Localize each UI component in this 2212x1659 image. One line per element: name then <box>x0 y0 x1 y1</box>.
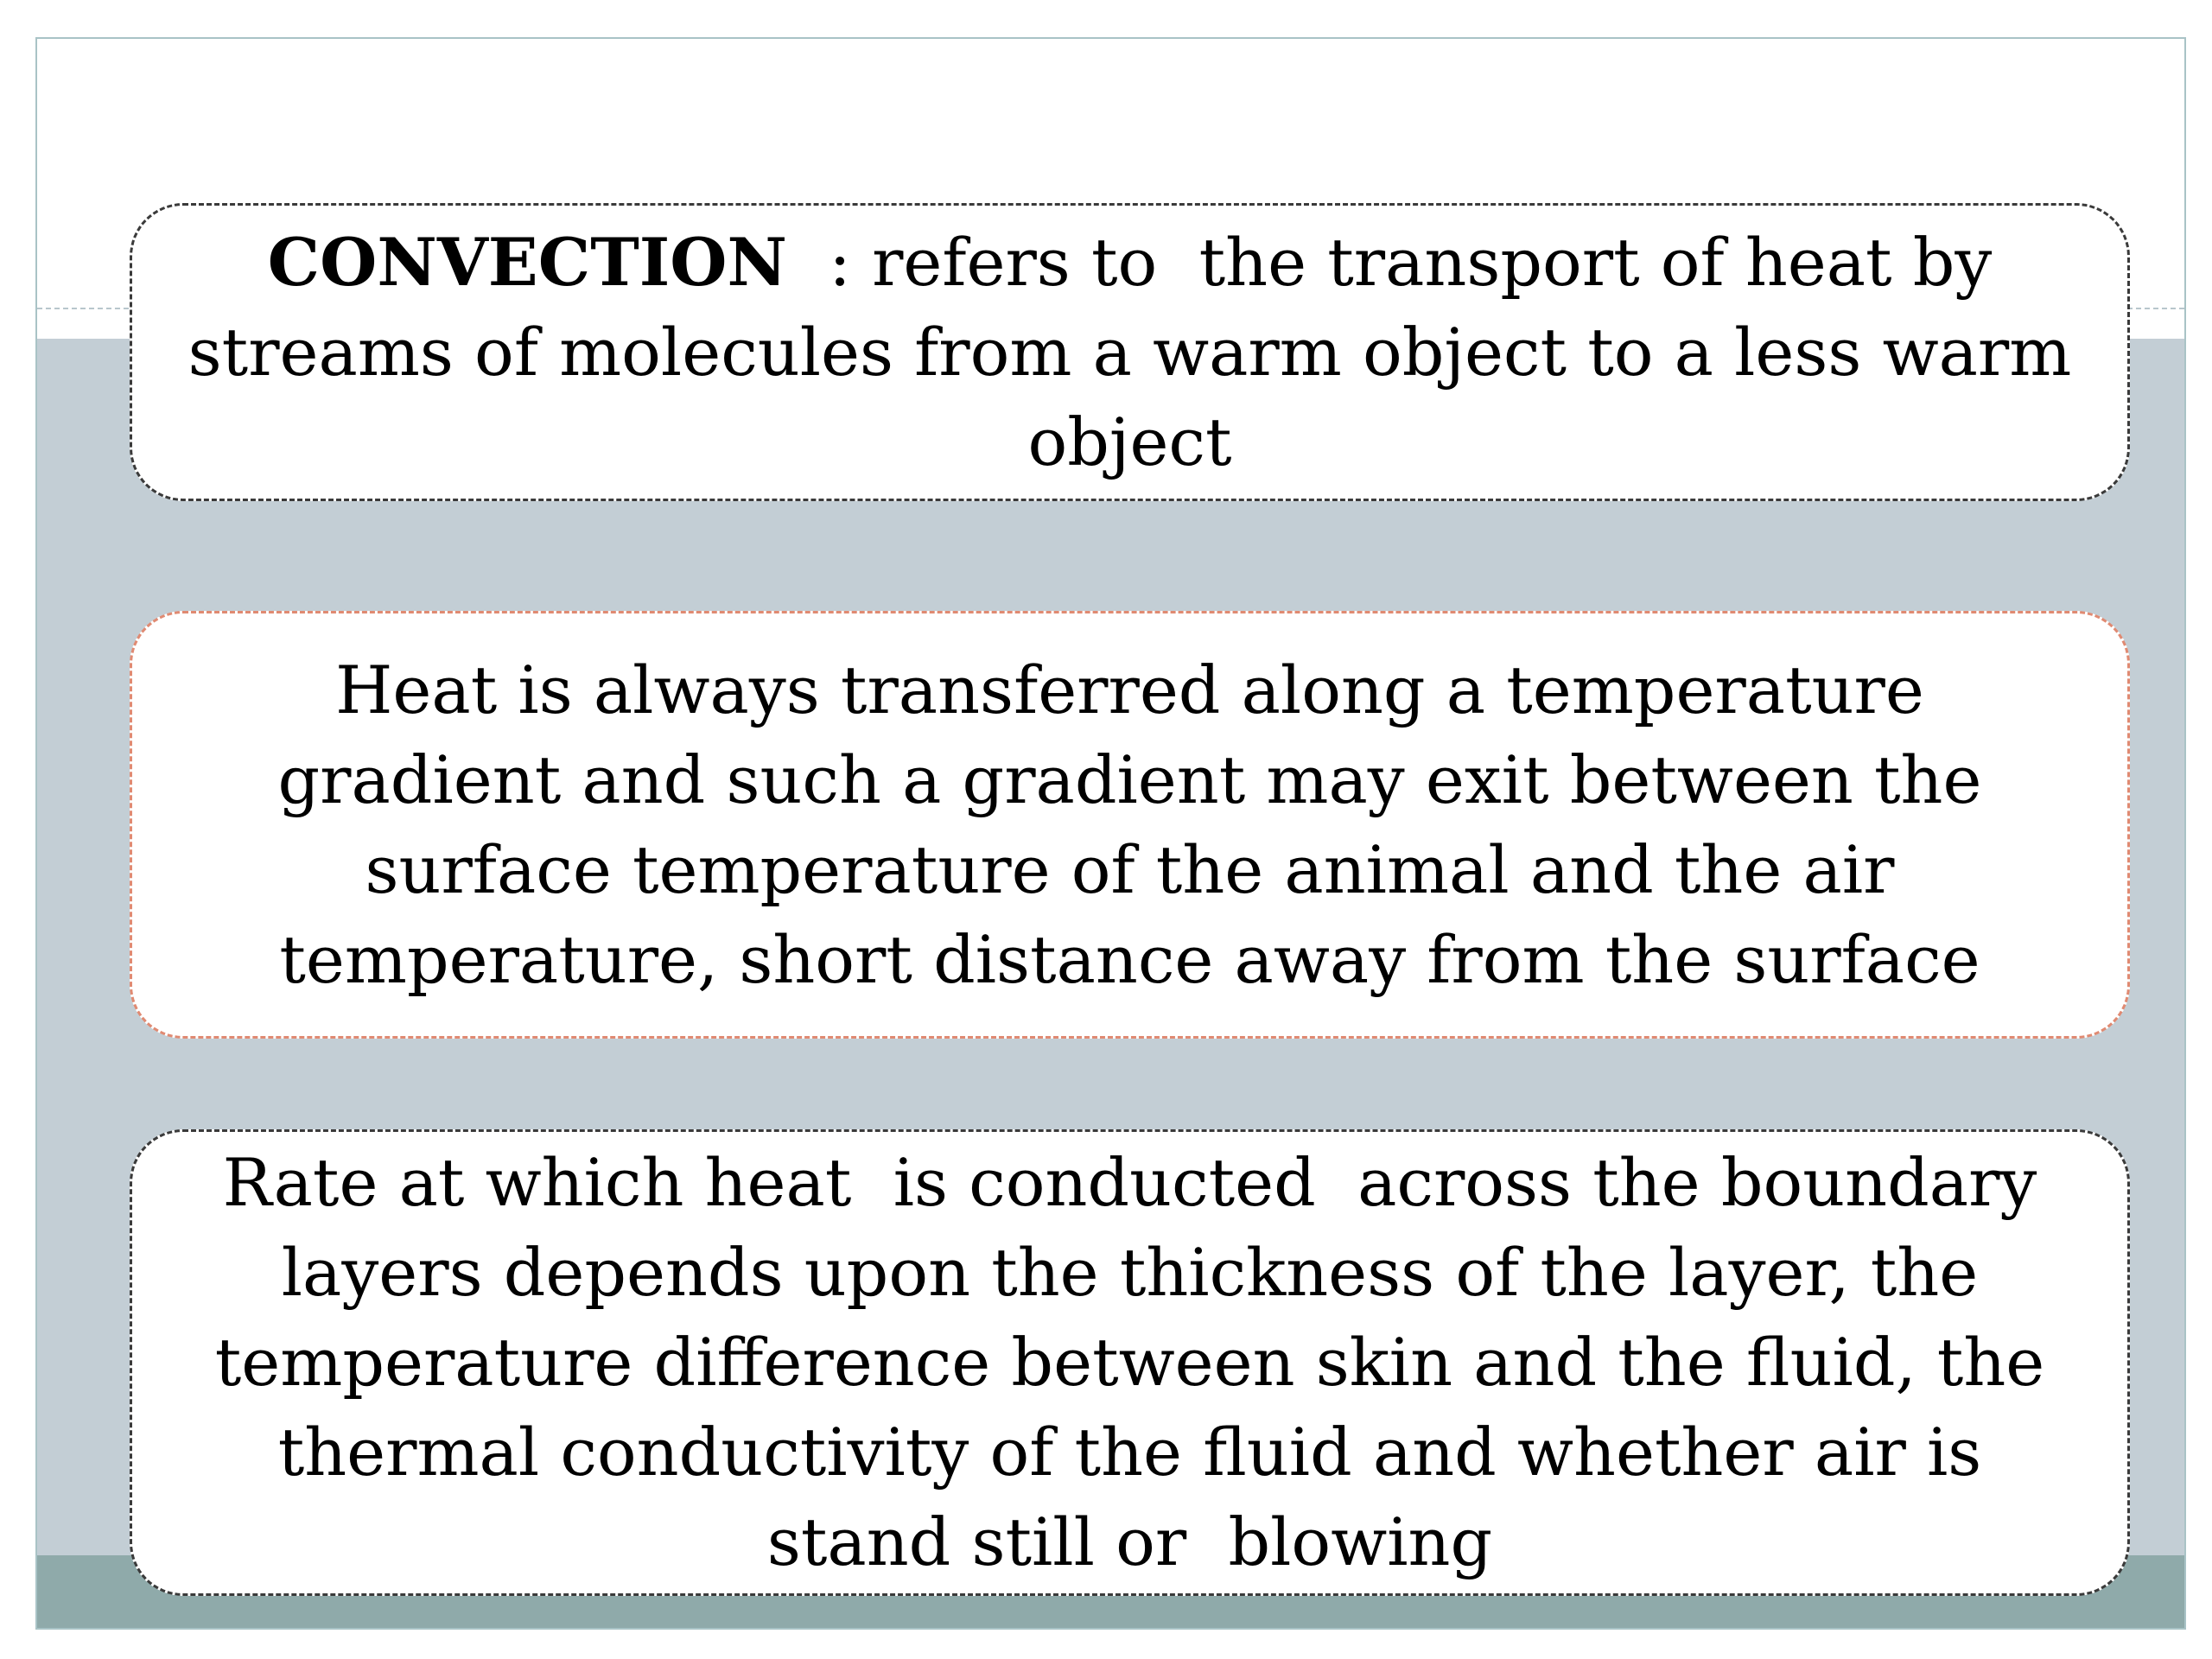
conduction-rate-box <box>130 1129 2130 1596</box>
convection-definition-box <box>130 203 2130 501</box>
temperature-gradient-text: Heat is always transferred along a temperature gradient and such a gradient may exit between the surface temperature of the animal and the air temperature, short distance away from the surface <box>277 651 1982 998</box>
conduction-rate-text: Rate at which heat is conducted across the boundary layers depends upon the thickness of the layer, the temperature difference between skin and the fluid, the thermal conductivity of the fluid and whether air is stand still or blowing <box>214 1144 2066 1580</box>
convection-term: CONVECTION <box>267 223 787 301</box>
temperature-gradient-box <box>130 611 2130 1039</box>
convection-definition-text <box>184 218 2093 487</box>
convection-definition: : refers to the transport of heat by streams of molecules from a warm object to a less warm object <box>188 223 2093 480</box>
